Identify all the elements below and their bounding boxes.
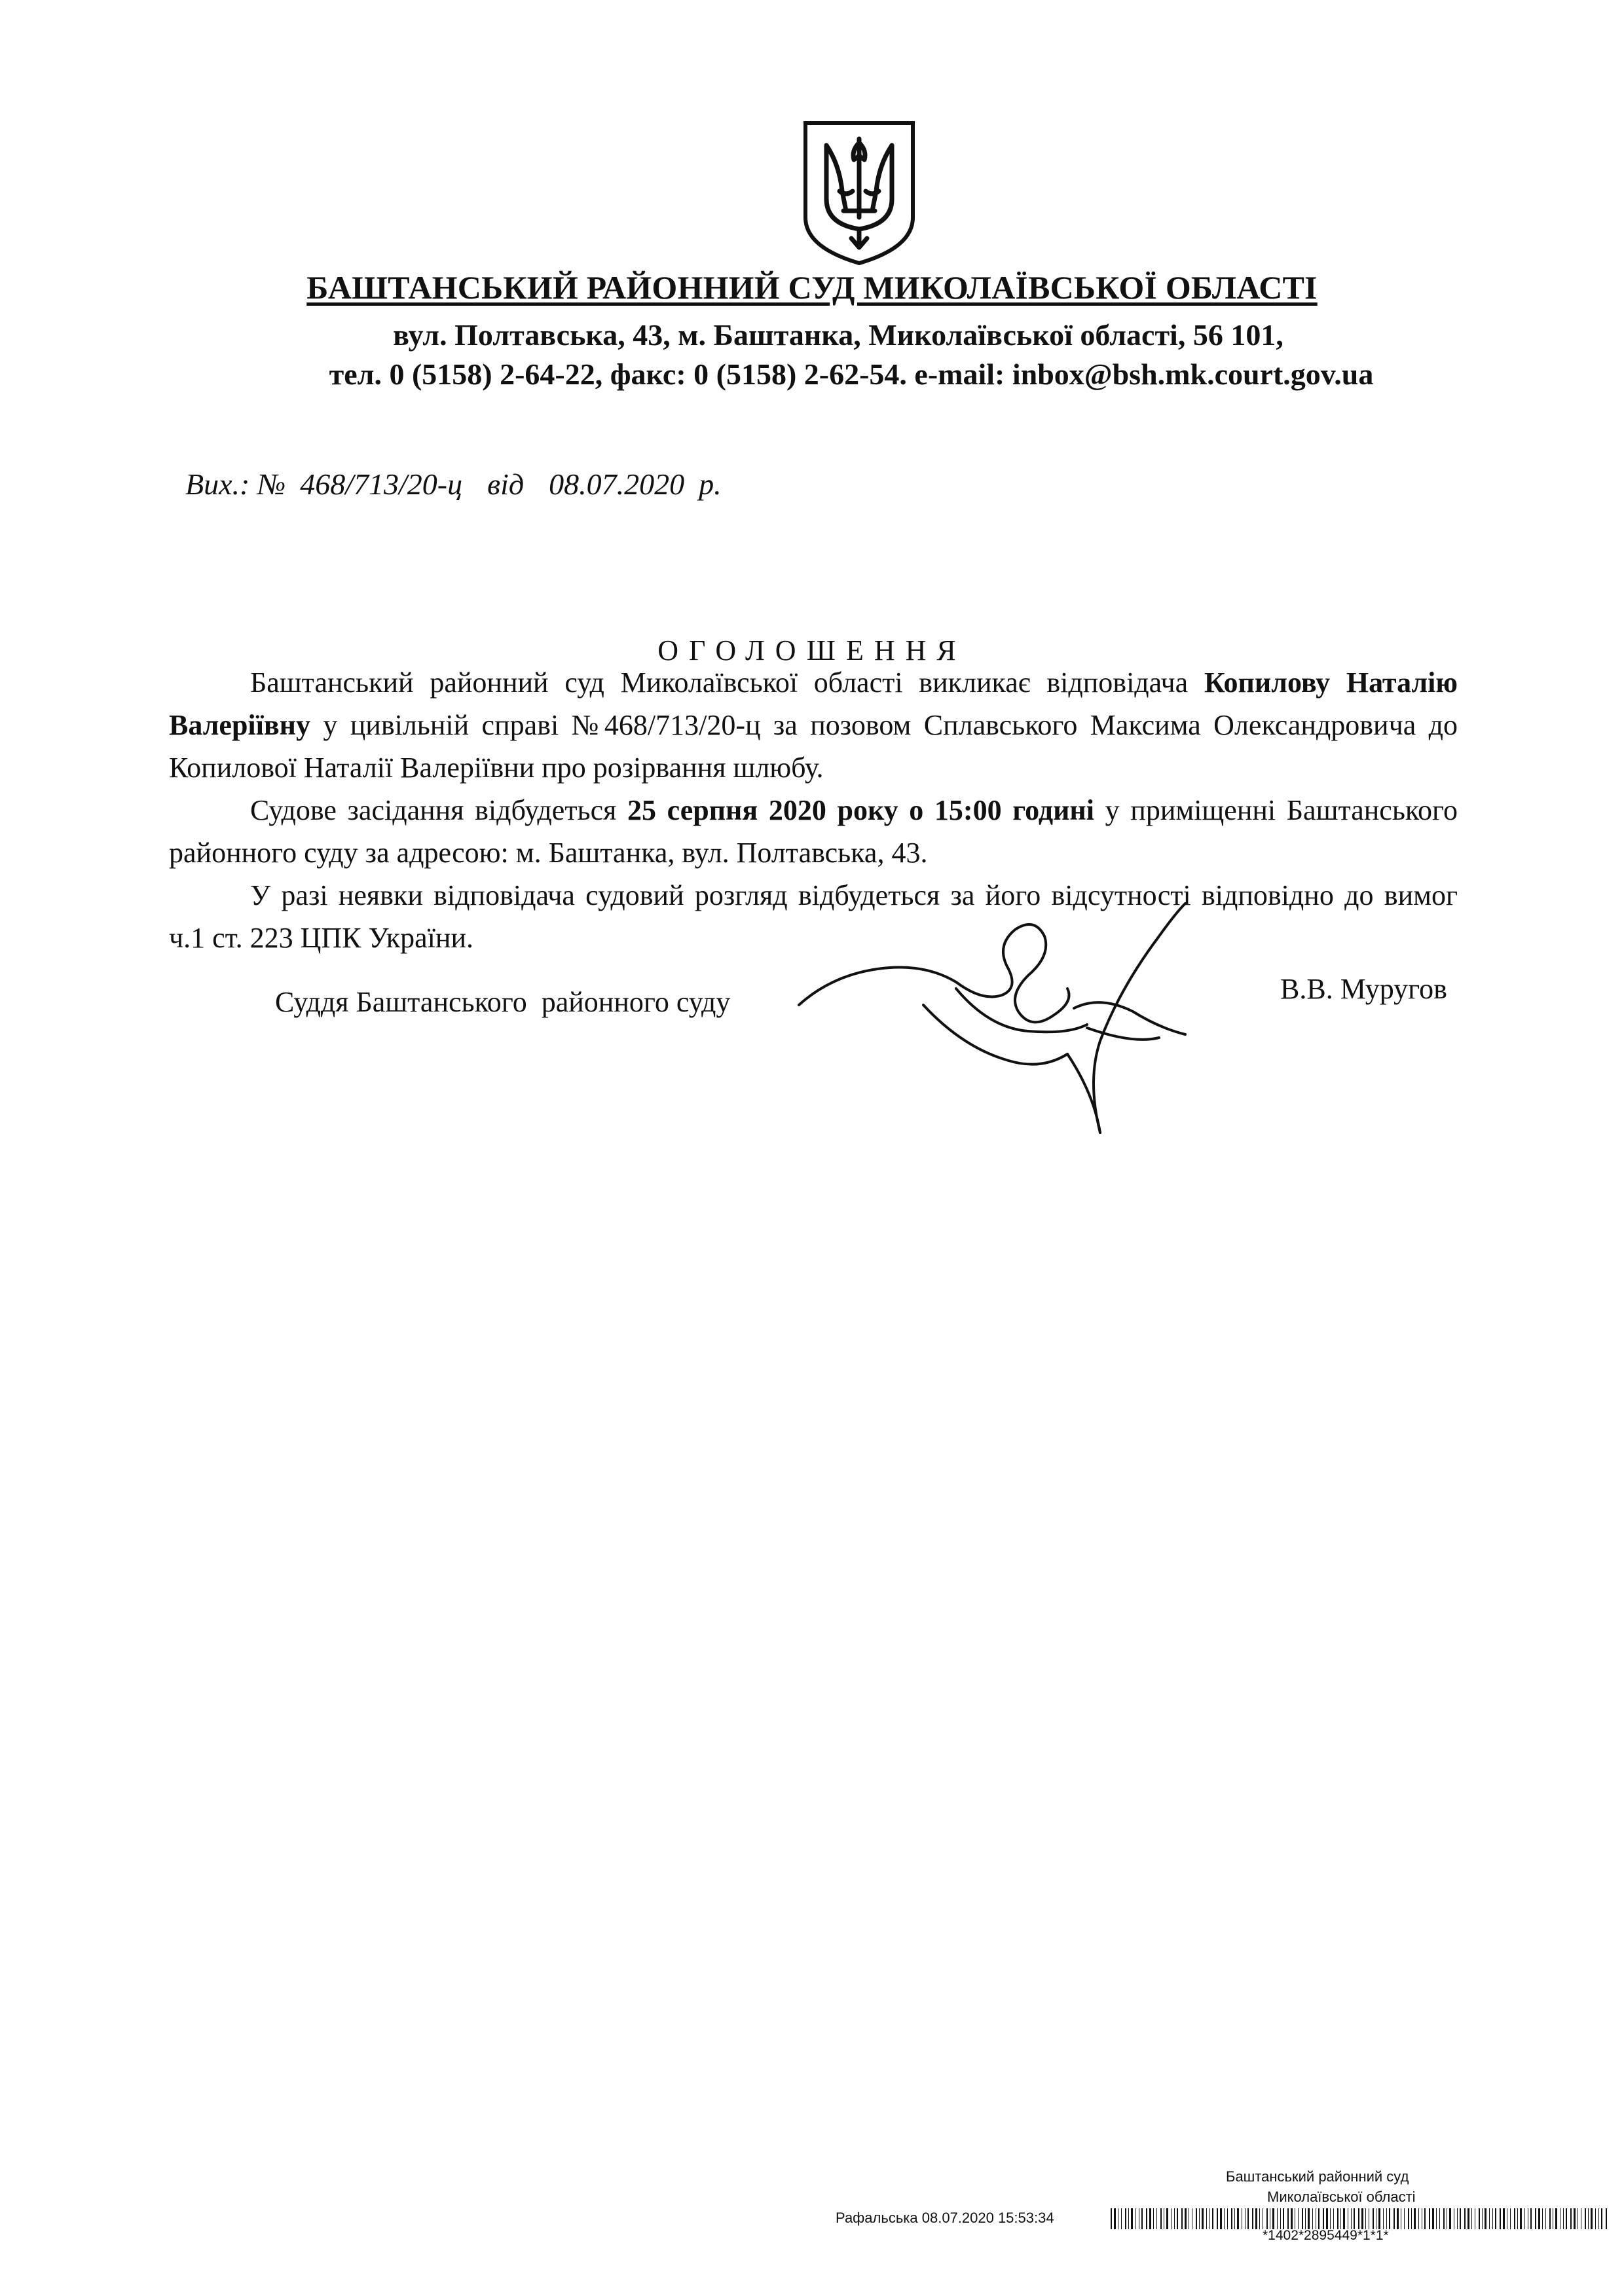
barcode-bar	[1153, 2208, 1154, 2229]
defendant-name: Копилову Наталію Валеріївну	[169, 666, 1458, 741]
paragraph-text: у цивільній справі №468/713/20-ц за позовом Сплавського Максима Олександровича до Копилової Наталії Валеріївни про розірвання шлюбу.	[169, 709, 1458, 784]
barcode-bar	[1358, 2208, 1359, 2229]
barcode-bar	[1277, 2208, 1278, 2229]
barcode-bar	[1272, 2208, 1274, 2229]
judge-name: В.В. Муругов	[1280, 973, 1447, 1005]
barcode-bar	[1457, 2208, 1458, 2229]
barcode-bar	[1326, 2208, 1328, 2229]
barcode-bar	[1404, 2208, 1405, 2229]
paragraph-text: Баштанський районний суд Миколаївської області викликає відповідача	[250, 666, 1204, 699]
barcode-bar	[1141, 2208, 1143, 2229]
barcode-bar	[1479, 2208, 1480, 2229]
barcode-bar	[1606, 2208, 1607, 2229]
barcode-bar	[1340, 2208, 1341, 2229]
barcode-bar	[1111, 2208, 1112, 2229]
paragraph-text: Судове засідання відбудеться	[250, 794, 628, 826]
barcode-bar	[1489, 2208, 1490, 2229]
barcode-bar	[1389, 2208, 1390, 2229]
barcode-bar	[1464, 2208, 1466, 2229]
barcode-bar	[1199, 2208, 1200, 2229]
barcode-bar	[1224, 2208, 1225, 2229]
barcode-bar	[1514, 2208, 1515, 2229]
barcode-bar	[1492, 2208, 1493, 2229]
court-contacts: тел. 0 (5158) 2-64-22, факс: 0 (5158) 2-62-54. e-mail: inbox@bsh.mk.court.gov.ua	[329, 357, 1374, 391]
announcement-paragraph-summons	[169, 661, 1458, 789]
barcode-bar	[1495, 2208, 1496, 2229]
barcode-bar	[1212, 2208, 1213, 2229]
court-name-heading: БАШТАНСЬКИЙ РАЙОННИЙ СУД МИКОЛАЇВСЬКОЇ ОБЛАСТІ	[306, 269, 1318, 306]
barcode-bar	[1209, 2208, 1210, 2229]
outgoing-from-word: від	[487, 467, 525, 501]
barcode-bar	[1500, 2208, 1501, 2229]
barcode-bar	[1234, 2208, 1235, 2229]
barcode-bar	[1160, 2208, 1162, 2229]
barcode-bar	[1378, 2208, 1380, 2229]
barcode-bar	[1535, 2208, 1536, 2229]
barcode-bar	[1135, 2208, 1136, 2229]
barcode-bar	[1287, 2208, 1289, 2229]
barcode-bar	[1196, 2208, 1197, 2229]
barcode-bar	[1591, 2208, 1593, 2229]
barcode-bar	[1252, 2208, 1253, 2229]
barcode-bar	[1302, 2208, 1303, 2229]
barcode-bar	[1298, 2208, 1299, 2229]
barcode-bar	[1166, 2208, 1168, 2229]
outgoing-label: Вих.: №	[185, 467, 286, 501]
stamp-court-region: Миколаївської області	[1267, 2189, 1416, 2205]
barcode-bar	[1181, 2208, 1183, 2229]
barcode-bar	[1149, 2208, 1151, 2229]
paragraph-text: У разі неявки відповідача судовий розгляд відбудеться за його відсутності відповідно до вимог ч.1 ст. 223 ЦПК України.	[169, 879, 1458, 954]
barcode-bar	[1280, 2208, 1281, 2229]
barcode-bar	[1312, 2208, 1313, 2229]
barcode-number: *1402*2895449*1*1*	[1263, 2228, 1389, 2243]
barcode-bar	[1266, 2208, 1268, 2229]
barcode-bar	[1538, 2208, 1540, 2229]
barcode-bar	[1598, 2208, 1599, 2229]
barcode-bar	[1121, 2208, 1122, 2229]
barcode-bar	[1520, 2208, 1522, 2229]
barcode-bar	[1574, 2208, 1576, 2229]
barcode-bar	[1429, 2208, 1430, 2229]
barcode-bar	[1146, 2208, 1147, 2229]
barcode-bar	[1570, 2208, 1572, 2229]
announcement-paragraph-hearing	[169, 789, 1458, 874]
outgoing-date: 08.07.2020	[549, 467, 685, 501]
barcode-bar	[1563, 2208, 1564, 2229]
barcode-bar	[1323, 2208, 1324, 2229]
barcode-bar	[1177, 2208, 1178, 2229]
stamp-operator-timestamp: Рафальська 08.07.2020 15:53:34	[836, 2210, 1054, 2226]
barcode-bar	[1237, 2208, 1239, 2229]
barcode-bar	[1174, 2208, 1175, 2229]
barcode-bar	[1485, 2208, 1486, 2229]
barcode-bar	[1305, 2208, 1306, 2229]
barcode-bar	[1432, 2208, 1434, 2229]
barcode-bar	[1566, 2208, 1567, 2229]
barcode-bar	[1545, 2208, 1546, 2229]
barcode-bar	[1255, 2208, 1257, 2229]
barcode-bar	[1365, 2208, 1366, 2229]
barcode-bar	[1220, 2208, 1222, 2229]
barcode-bar	[1333, 2208, 1334, 2229]
barcode-bar	[1231, 2208, 1232, 2229]
barcode-bar	[1595, 2208, 1596, 2229]
barcode-bar	[1217, 2208, 1218, 2229]
barcode-bar	[1436, 2208, 1437, 2229]
announcement-title: ОГОЛОШЕННЯ	[657, 634, 967, 666]
barcode-bar	[1517, 2208, 1518, 2229]
outgoing-date-suffix: р.	[699, 467, 722, 501]
barcode-bar	[1354, 2208, 1355, 2229]
barcode-bar	[1171, 2208, 1172, 2229]
barcode-bar	[1245, 2208, 1246, 2229]
handwritten-signature	[792, 897, 1238, 1139]
barcode-bar	[1373, 2208, 1374, 2229]
barcode-bar	[1418, 2208, 1419, 2229]
outgoing-number: 468/713/20-ц	[300, 467, 463, 501]
barcode-bar	[1227, 2208, 1228, 2229]
barcode-bar	[1471, 2208, 1472, 2229]
paragraph-text: у приміщенні Баштанського районного суду за адресою: м. Баштанка, вул. Полтавська, 43.	[169, 794, 1458, 869]
barcode-bar	[1460, 2208, 1461, 2229]
barcode-bar	[1482, 2208, 1483, 2229]
barcode-bar	[1361, 2208, 1363, 2229]
barcode-bar	[1524, 2208, 1525, 2229]
barcode-bar	[1386, 2208, 1387, 2229]
barcode-bar	[1408, 2208, 1409, 2229]
judge-caption: Суддя Баштанського районного суду	[275, 986, 731, 1018]
stamp-court-name: Баштанський районний суд	[1226, 2168, 1409, 2185]
barcode	[1111, 2208, 1608, 2229]
barcode-bar	[1308, 2208, 1310, 2229]
outgoing-reference	[170, 432, 722, 501]
court-address: вул. Полтавська, 43, м. Баштанка, Миколаївської області, 56 101,	[393, 318, 1283, 352]
barcode-bar	[1449, 2208, 1451, 2229]
barcode-bar	[1542, 2208, 1543, 2229]
barcode-bar	[1393, 2208, 1395, 2229]
barcode-bar	[1424, 2208, 1426, 2229]
barcode-bar	[1351, 2208, 1352, 2229]
barcode-bar	[1259, 2208, 1260, 2229]
barcode-bar	[1555, 2208, 1557, 2229]
barcode-bar	[1467, 2208, 1469, 2229]
barcode-bar	[1439, 2208, 1440, 2229]
barcode-bar	[1291, 2208, 1293, 2229]
barcode-bar	[1131, 2208, 1133, 2229]
barcode-bar	[1156, 2208, 1157, 2229]
barcode-bar	[1601, 2208, 1602, 2229]
barcode-bar	[1411, 2208, 1412, 2229]
barcode-bar	[1343, 2208, 1345, 2229]
barcode-bar	[1206, 2208, 1207, 2229]
barcode-bar	[1202, 2208, 1204, 2229]
barcode-bar	[1443, 2208, 1445, 2229]
barcode-bar	[1114, 2208, 1116, 2229]
barcode-bar	[1510, 2208, 1511, 2229]
barcode-bar	[1549, 2208, 1551, 2229]
coat-of-arms-icon	[800, 119, 918, 267]
barcode-bar	[1397, 2208, 1399, 2229]
barcode-bar	[1588, 2208, 1589, 2229]
barcode-bar	[1185, 2208, 1187, 2229]
barcode-bar	[1283, 2208, 1284, 2229]
barcode-bar	[1125, 2208, 1126, 2229]
barcode-bar	[1383, 2208, 1384, 2229]
barcode-bar	[1585, 2208, 1586, 2229]
barcode-bar	[1128, 2208, 1129, 2229]
barcode-bar	[1247, 2208, 1249, 2229]
barcode-bar	[1318, 2208, 1320, 2229]
barcode-bar	[1530, 2208, 1532, 2229]
barcode-bar	[1503, 2208, 1505, 2229]
barcode-bar	[1337, 2208, 1338, 2229]
barcode-bar	[1414, 2208, 1416, 2229]
barcode-bar	[1330, 2208, 1331, 2229]
hearing-datetime: 25 серпня 2020 року о 15:00 годині	[627, 794, 1095, 826]
